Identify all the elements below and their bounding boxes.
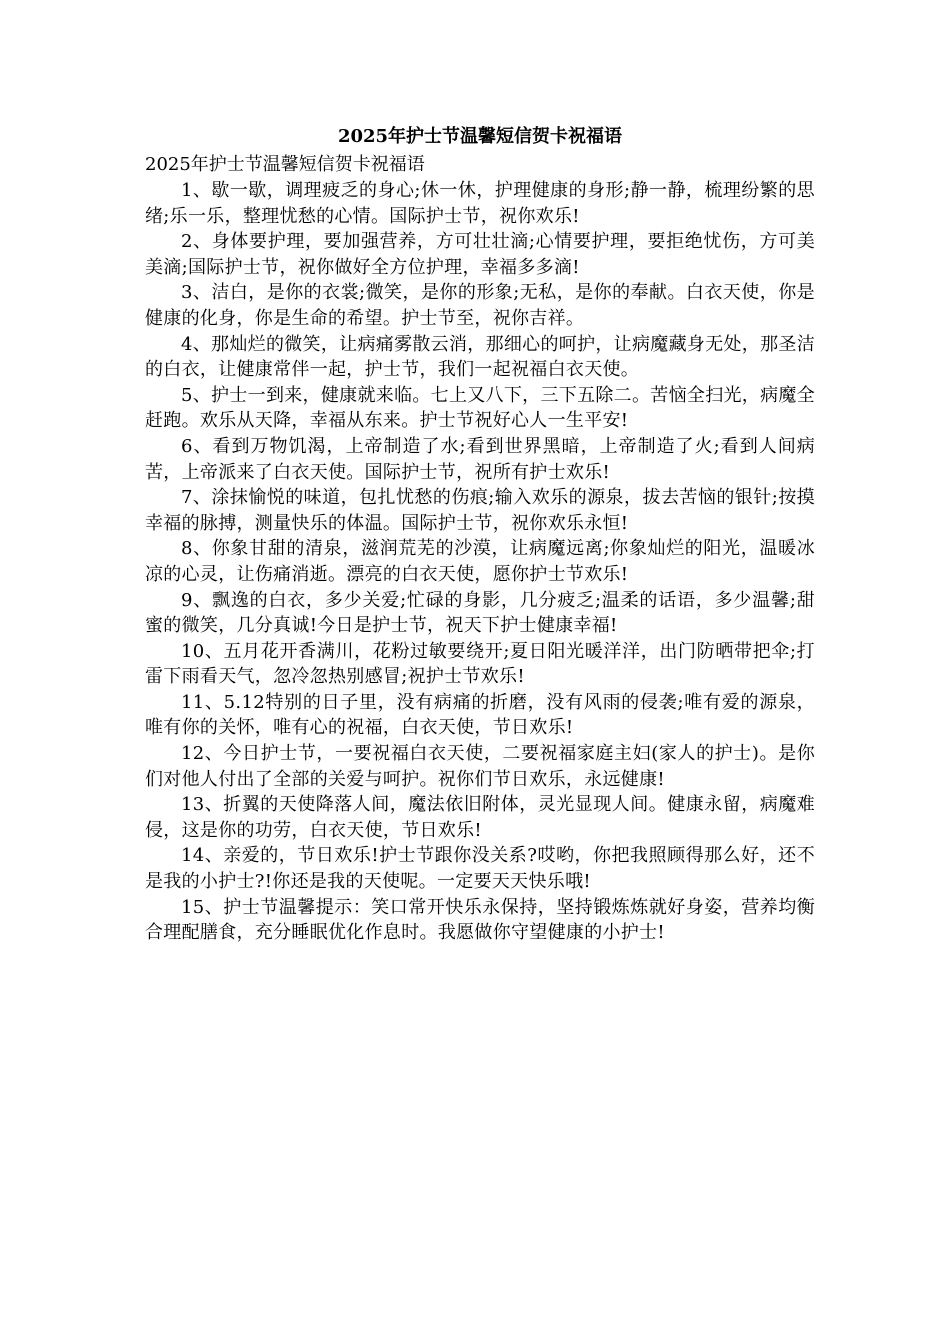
paragraph: 11、5.12特别的日子里，没有病痛的折磨，没有风雨的侵袭;唯有爱的源泉，唯有你的关怀，唯有心的祝福，白衣天使，节日欢乐! (145, 691, 815, 739)
paragraph: 15、护士节温馨提示：笑口常开快乐永保持，坚持锻炼炼就好身姿，营养均衡合理配膳食，充分睡眠优化作息时。我愿做你守望健康的小护士! (145, 896, 815, 944)
paragraph: 9、飘逸的白衣，多少关爱;忙碌的身影，几分疲乏;温柔的话语，多少温馨;甜蜜的微笑，几分真诚!今日是护士节，祝天下护士健康幸福! (145, 589, 815, 637)
paragraph: 6、看到万物饥渴，上帝制造了水;看到世界黑暗，上帝制造了火;看到人间病苦，上帝派来了白衣天使。国际护士节，祝所有护士欢乐! (145, 435, 815, 483)
paragraph: 13、折翼的天使降落人间，魔法依旧附体，灵光显现人间。健康永留，病魔难侵，这是你的功劳，白衣天使，节日欢乐! (145, 794, 815, 841)
document-page (145, 122, 815, 946)
paragraph: 8、你象甘甜的清泉，滋润荒芜的沙漠，让病魔远离;你象灿烂的阳光，温暖冰凉的心灵，让伤痛消逝。漂亮的白衣天使，愿你护士节欢乐! (145, 538, 815, 585)
document-subtitle: 2025年护士节温馨短信贺卡祝福语 (145, 154, 425, 175)
paragraph: 2、身体要护理，要加强营养，方可壮壮滴;心情要护理，要拒绝忧伤，方可美美滴;国际护士节，祝你做好全方位护理，幸福多多滴! (145, 231, 815, 278)
document-title: 2025年护士节温馨短信贺卡祝福语 (337, 126, 623, 147)
paragraph: 1、歇一歇，调理疲乏的身心;休一休，护理健康的身形;静一静，梳理纷繁的思绪;乐一乐，整理忧愁的心情。国际护士节，祝你欢乐! (145, 180, 815, 227)
paragraph: 5、护士一到来，健康就来临。七上又八下，三下五除二。苦恼全扫光，病魔全赶跑。欢乐从天降，幸福从东来。护士节祝好心人一生平安! (145, 384, 815, 432)
paragraph: 3、洁白，是你的衣裳;微笑，是你的形象;无私，是你的奉献。白衣天使，你是健康的化身，你是生命的希望。护士节至，祝你吉祥。 (145, 282, 815, 329)
paragraph: 4、那灿烂的微笑，让病痛雾散云消，那细心的呵护，让病魔藏身无处，那圣洁的白衣，让健康常伴一起，护士节，我们一起祝福白衣天使。 (145, 333, 815, 381)
paragraph: 10、五月花开香满川，花粉过敏要绕开;夏日阳光暖洋洋，出门防晒带把伞;打雷下雨看天气，忽冷忽热别感冒;祝护士节欢乐! (145, 640, 815, 688)
paragraph: 7、涂抹愉悦的味道，包扎忧愁的伤痕;输入欢乐的源泉，拔去苦恼的银针;按摸幸福的脉搏，测量快乐的体温。国际护士节，祝你欢乐永恒! (145, 487, 815, 534)
paragraph: 12、今日护士节，一要祝福白衣天使，二要祝福家庭主妇(家人的护士)。是你们对他人付出了全部的关爱与呵护。祝你们节日欢乐，永远健康! (145, 743, 815, 790)
paragraph: 14、亲爱的，节日欢乐!护士节跟你没关系?哎哟，你把我照顾得那么好，还不是我的小护士?!你还是我的天使呢。一定要天天快乐哦! (145, 845, 815, 893)
